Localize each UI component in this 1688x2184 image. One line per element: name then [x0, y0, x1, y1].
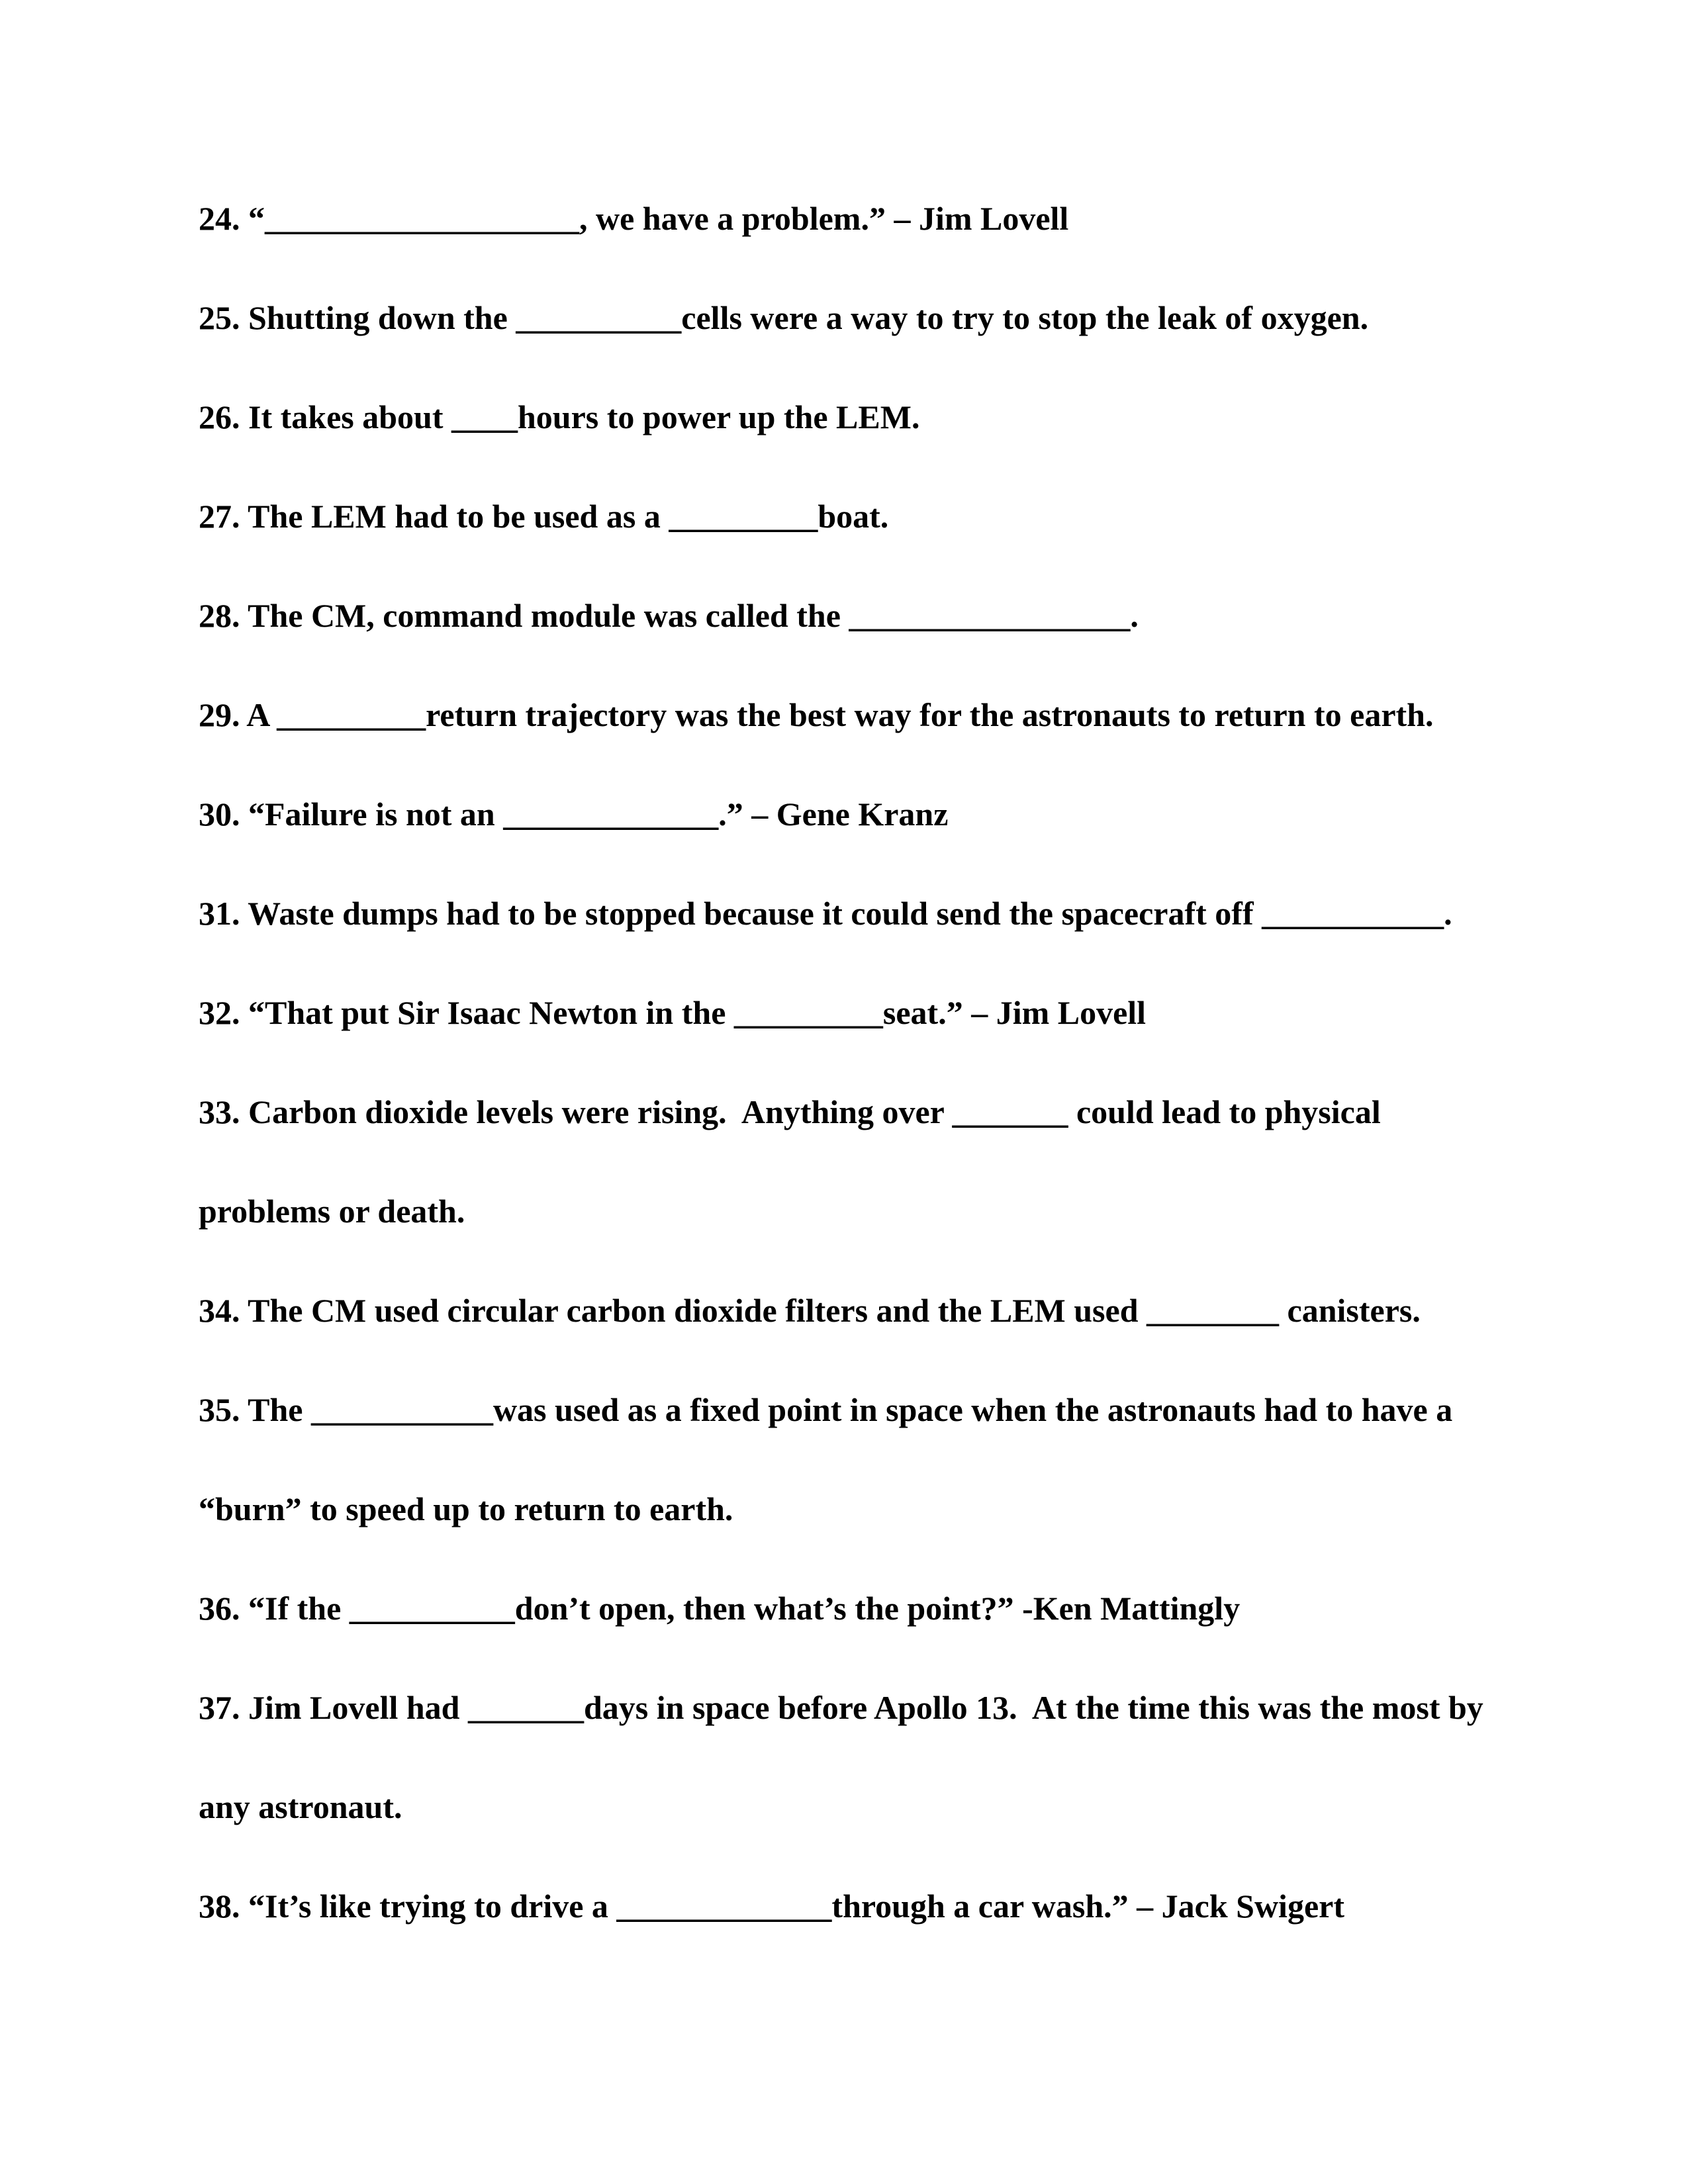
- question-32: 32. “That put Sir Isaac Newton in the _________seat.” – Jim Lovell: [199, 994, 1147, 1031]
- question-37-continued: any astronaut.: [199, 1788, 402, 1825]
- question-37: 37. Jim Lovell had _______days in space before Apollo 13. At the time this was the most by: [199, 1689, 1483, 1726]
- question-24: 24. “___________________, we have a problem.” – Jim Lovell: [199, 200, 1069, 237]
- question-35: 35. The ___________was used as a fixed point in space when the astronauts had to have a: [199, 1391, 1453, 1428]
- question-25: 25. Shutting down the __________cells were a way to try to stop the leak of oxygen.: [199, 299, 1369, 336]
- question-28: 28. The CM, command module was called the _________________.: [199, 597, 1139, 634]
- question-26: 26. It takes about ____hours to power up the LEM.: [199, 398, 920, 435]
- question-34: 34. The CM used circular carbon dioxide filters and the LEM used ________ canisters.: [199, 1292, 1421, 1329]
- question-29: 29. A _________return trajectory was the best way for the astronauts to return to earth.: [199, 696, 1434, 733]
- question-27: 27. The LEM had to be used as a _________boat.: [199, 498, 889, 535]
- question-33-continued: problems or death.: [199, 1193, 465, 1230]
- question-30: 30. “Failure is not an _____________.” – Gene Kranz: [199, 796, 949, 833]
- question-33: 33. Carbon dioxide levels were rising. Anything over _______ could lead to physical: [199, 1093, 1381, 1130]
- question-35-continued: “burn” to speed up to return to earth.: [199, 1490, 733, 1527]
- question-36: 36. “If the __________don’t open, then what’s the point?” -Ken Mattingly: [199, 1590, 1241, 1627]
- question-31: 31. Waste dumps had to be stopped because it could send the spacecraft off ___________.: [199, 895, 1452, 932]
- question-38: 38. “It’s like trying to drive a _____________through a car wash.” – Jack Swigert: [199, 1888, 1344, 1925]
